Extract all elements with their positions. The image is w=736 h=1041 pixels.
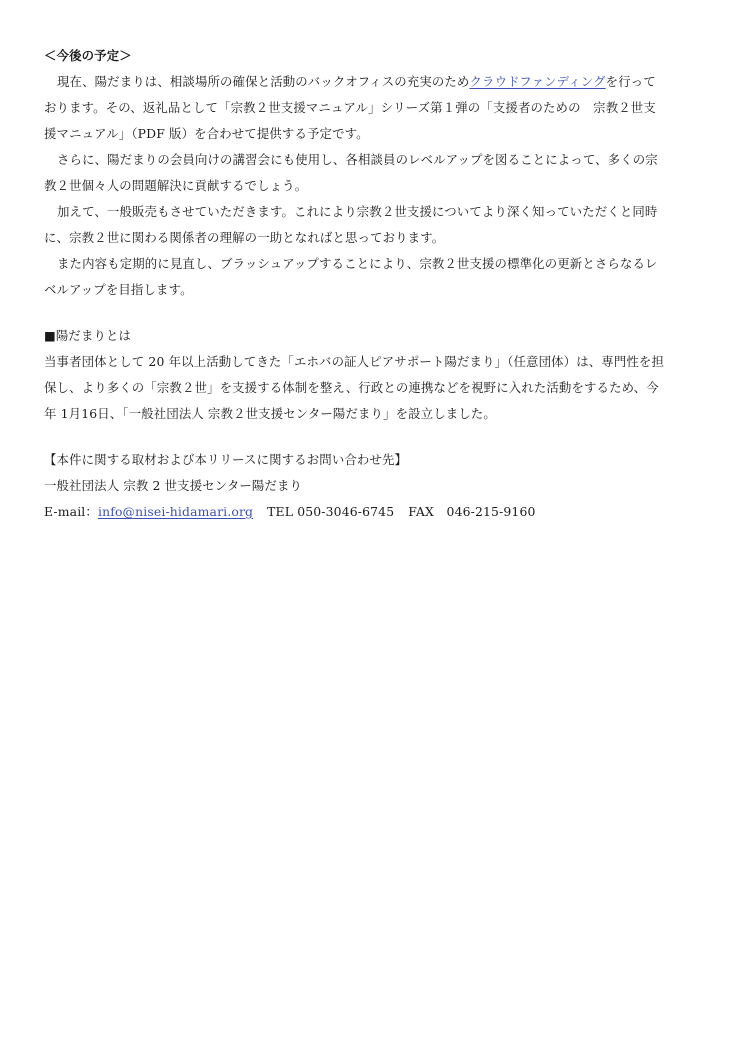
- paragraph-crowdfunding-line-1: [44, 69, 704, 95]
- paragraph-about-line-3: 年 1月16日、「一般社団法人 宗教２世支援センター陽だまり」を設立しました。: [44, 406, 496, 421]
- email-label: E-mail：: [44, 504, 98, 519]
- section-gap: [44, 303, 704, 323]
- paragraph-crowdfunding-line-3: 援マニュアル」（PDF 版）を合わせて提供する予定です。: [44, 126, 369, 141]
- crowdfunding-link[interactable]: クラウドファンディング: [469, 74, 606, 89]
- contact-fax: FAX 046-215-9160: [408, 504, 536, 519]
- section-heading-about: ■陽だまりとは: [44, 328, 132, 343]
- section-heading-future-plans: ＜今後の予定＞: [44, 48, 132, 63]
- paragraph-crowdfunding-line-2: おります。その、返礼品として「宗教２世支援マニュアル」シリーズ第１弾の「支援者のための 宗教２世支: [44, 100, 656, 115]
- text-span: を行って: [605, 74, 656, 89]
- contact-details: [44, 499, 704, 525]
- paragraph-training-line-1: さらに、陽だまりの会員向けの講習会にも使用し、各相談員のレベルアップを図ることによって、多くの宗: [57, 152, 658, 167]
- contact-organization: 一般社団法人 宗教 2 世支援センター陽だまり: [44, 478, 303, 493]
- paragraph-sales-line-1: 加えて、一般販売もさせていただきます。これにより宗教２世支援についてより深く知っていただくと同時: [57, 204, 658, 219]
- contact-tel: TEL 050-3046-6745: [267, 504, 395, 519]
- section-heading-contact: 【本件に関する取材および本リリースに関するお問い合わせ先】: [44, 452, 408, 467]
- paragraph-training-line-2: 教２世個々人の問題解決に貢献するでしょう。: [44, 178, 308, 193]
- paragraph-about-line-1: 当事者団体として 20 年以上活動してきた「エホバの証人ピアサポート陽だまり」（任意団体）は、専門性を担: [44, 354, 664, 369]
- paragraph-sales-line-2: に、宗教２世に関わる関係者の理解の一助となればと思っております。: [44, 230, 445, 245]
- document-body: [44, 43, 704, 525]
- email-link[interactable]: info@nisei-hidamari.org: [97, 504, 254, 519]
- paragraph-review-line-1: また内容も定期的に見直し、ブラッシュアップすることにより、宗教２世支援の標準化の更新とさらなるレ: [57, 256, 658, 271]
- paragraph-review-line-2: ベルアップを目指します。: [44, 282, 193, 297]
- section-gap: [44, 427, 704, 447]
- paragraph-about-line-2: 保し、より多くの「宗教２世」を支援する体制を整え、行政との連携などを視野に入れた活動をするため、今: [44, 380, 659, 395]
- text-span: 現在、陽だまりは、相談場所の確保と活動のバックオフィスの充実のため: [57, 74, 470, 89]
